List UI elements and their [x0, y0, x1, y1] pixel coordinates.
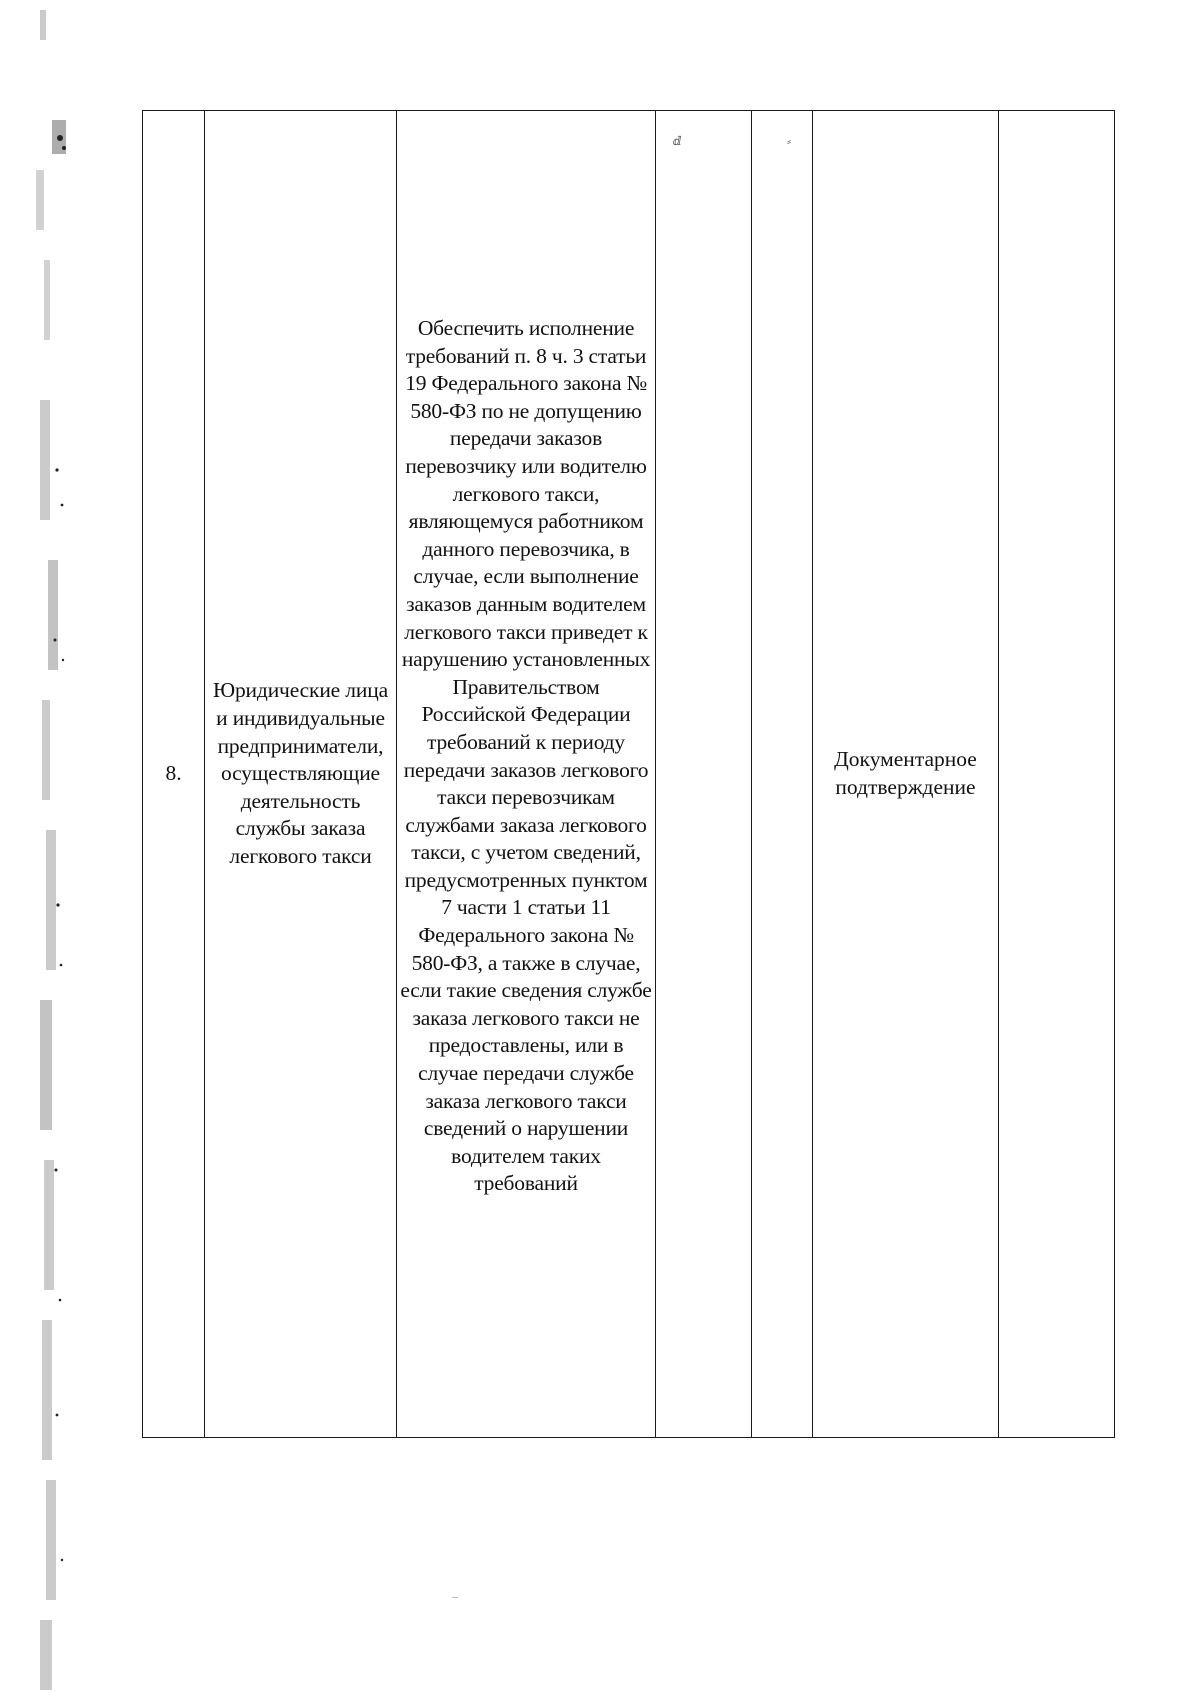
requirements-table: [142, 110, 1115, 1438]
row-number: 8.: [165, 761, 182, 786]
table-row: [143, 111, 1115, 1438]
method-cell: [813, 111, 999, 1438]
scan-speck: ⅆ: [673, 134, 682, 148]
method-text: Документарное подтверждение: [834, 747, 977, 799]
scan-dot: [452, 1597, 458, 1598]
requirement-cell: [397, 111, 656, 1438]
requirement-text: Обеспечить исполнение требований п. 8 ч. 3 статьи 19 Федерального закона № 580-ФЗ по не допущению передачи заказов перевозчику или водителю легкового такси, являющемуся работником данного перевозчика, в случае, если выполнение заказов данным водителем легкового такси приведет к нарушению установленных Правительством Российской Федерации требований к периоду передачи заказов легкового такси перевозчикам службами заказа легкового такси, с учетом сведений, предусмотренных пунктом 7 части 1 статьи 11 Федерального закона № 580-ФЗ, а также в случае, если такие сведения службе заказа легкового такси не предоставлены, или в случае передачи службе заказа легкового такси сведений о нарушении водителем таких требований: [400, 316, 652, 1196]
subjects-text: Юридические лица и индивидуальные предприниматели, осуществляющие деятельность службы заказа легкового такси: [213, 678, 388, 868]
subjects-cell: [205, 111, 397, 1438]
row-number-cell: [143, 111, 205, 1438]
scan-artifact-edge: [0, 0, 70, 1698]
column-4-cell: [656, 111, 752, 1438]
scan-speck: ⸗: [787, 134, 791, 148]
column-5-cell: [752, 111, 813, 1438]
column-7-cell: [999, 111, 1115, 1438]
